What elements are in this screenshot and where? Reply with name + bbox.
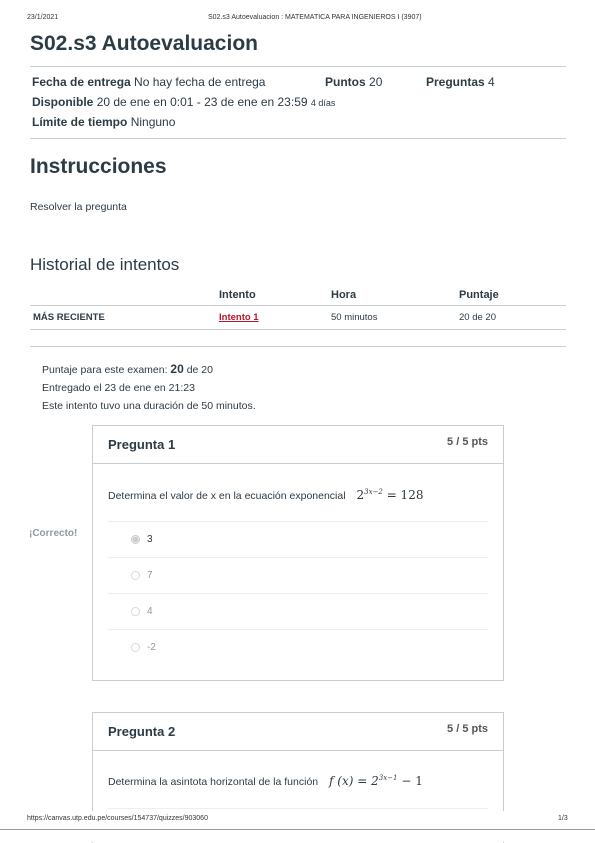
divider xyxy=(108,593,488,594)
question-title: Pregunta 2 xyxy=(108,724,176,739)
divider xyxy=(30,346,566,347)
question-equation: f $(x) = 2^{3x-1} - 1$ xyxy=(329,774,423,788)
due-date-label: Fecha de entrega xyxy=(32,75,131,89)
radio-icon xyxy=(131,571,140,580)
score-suffix: de 20 xyxy=(186,364,213,376)
attempt-link[interactable]: Intento 1 xyxy=(219,312,259,323)
divider xyxy=(30,138,566,139)
question-text xyxy=(108,488,423,502)
question-prompt: Determina el valor de x en la ecuación exponencial xyxy=(108,490,346,502)
instructions-text: Resolver la pregunta xyxy=(30,201,127,213)
questions-value: 4 xyxy=(488,75,495,89)
table-divider xyxy=(30,305,566,306)
column-header-puntaje: Puntaje xyxy=(459,289,499,301)
radio-selected-icon xyxy=(131,535,140,544)
questions-label: Preguntas xyxy=(426,75,485,89)
time-limit-meta xyxy=(32,115,175,129)
footer-url: https://canvas.utp.edu.pe/courses/154737/quizzes/903060 xyxy=(27,815,208,822)
points-meta xyxy=(325,75,382,89)
availability-label: Disponible xyxy=(32,95,94,109)
print-page-title: S02.s3 Autoevaluacion : MATEMATICA PARA INGENIEROS I (3907) xyxy=(208,14,422,21)
availability-value: 20 de ene en 0:01 - 23 de ene en 23:59 xyxy=(96,95,308,109)
answer-option-1[interactable]: 3 xyxy=(131,532,153,546)
question-text xyxy=(108,774,423,788)
due-date-value: No hay fecha de entrega xyxy=(134,75,266,89)
radio-icon xyxy=(131,607,140,616)
question-points: 5 / 5 pts xyxy=(447,723,488,735)
quiz-title: S02.s3 Autoevaluacion xyxy=(30,32,258,55)
attempts-history-heading: Historial de intentos xyxy=(30,255,180,274)
table-divider xyxy=(30,329,566,330)
print-date: 23/1/2021 xyxy=(27,14,59,21)
score-value: 20 xyxy=(170,362,184,376)
divider xyxy=(108,629,488,630)
question-prompt: Determina la asintota horizontal de la función xyxy=(108,776,319,788)
score-prefix: Puntaje para este examen: xyxy=(42,364,168,376)
quiz-meta-row-1 xyxy=(32,75,265,89)
question-equation: $2^{3x-2} = 128$ xyxy=(356,488,424,502)
time-limit-value: Ninguno xyxy=(130,115,176,129)
attempt-time: 50 minutos xyxy=(331,312,378,323)
footer-page-number: 1/3 xyxy=(558,815,568,822)
column-header-hora: Hora xyxy=(331,289,357,301)
divider xyxy=(108,557,488,558)
question-card-1 xyxy=(92,425,504,681)
correct-indicator: ¡Correcto! xyxy=(29,528,78,539)
time-limit-label: Límite de tiempo xyxy=(32,115,128,129)
answer-option-3[interactable]: 4 xyxy=(131,604,153,618)
answer-option-2[interactable]: 7 xyxy=(131,568,153,582)
availability-days: 4 días xyxy=(310,98,336,108)
divider xyxy=(30,66,566,67)
exam-score xyxy=(42,362,213,376)
question-header xyxy=(93,713,503,751)
question-points: 5 / 5 pts xyxy=(447,436,488,448)
question-title: Pregunta 1 xyxy=(108,437,176,452)
availability-meta xyxy=(32,95,335,109)
answer-option-4[interactable]: -2 xyxy=(131,640,156,654)
points-label: Puntos xyxy=(325,75,366,89)
question-header xyxy=(93,426,503,464)
instructions-heading: Instrucciones xyxy=(30,155,167,178)
column-header-intento: Intento xyxy=(219,289,256,301)
divider xyxy=(108,808,488,809)
questions-meta xyxy=(426,75,495,89)
points-value: 20 xyxy=(369,75,383,89)
divider xyxy=(108,521,488,522)
page-edge xyxy=(0,829,595,830)
submitted-text: Entregado el 23 de ene en 21:23 xyxy=(42,382,195,394)
attempt-score: 20 de 20 xyxy=(459,312,496,323)
duration-text: Este intento tuvo una duración de 50 minutos. xyxy=(42,400,256,412)
radio-icon xyxy=(131,643,140,652)
attempt-row-label: MÁS RECIENTE xyxy=(33,312,105,323)
